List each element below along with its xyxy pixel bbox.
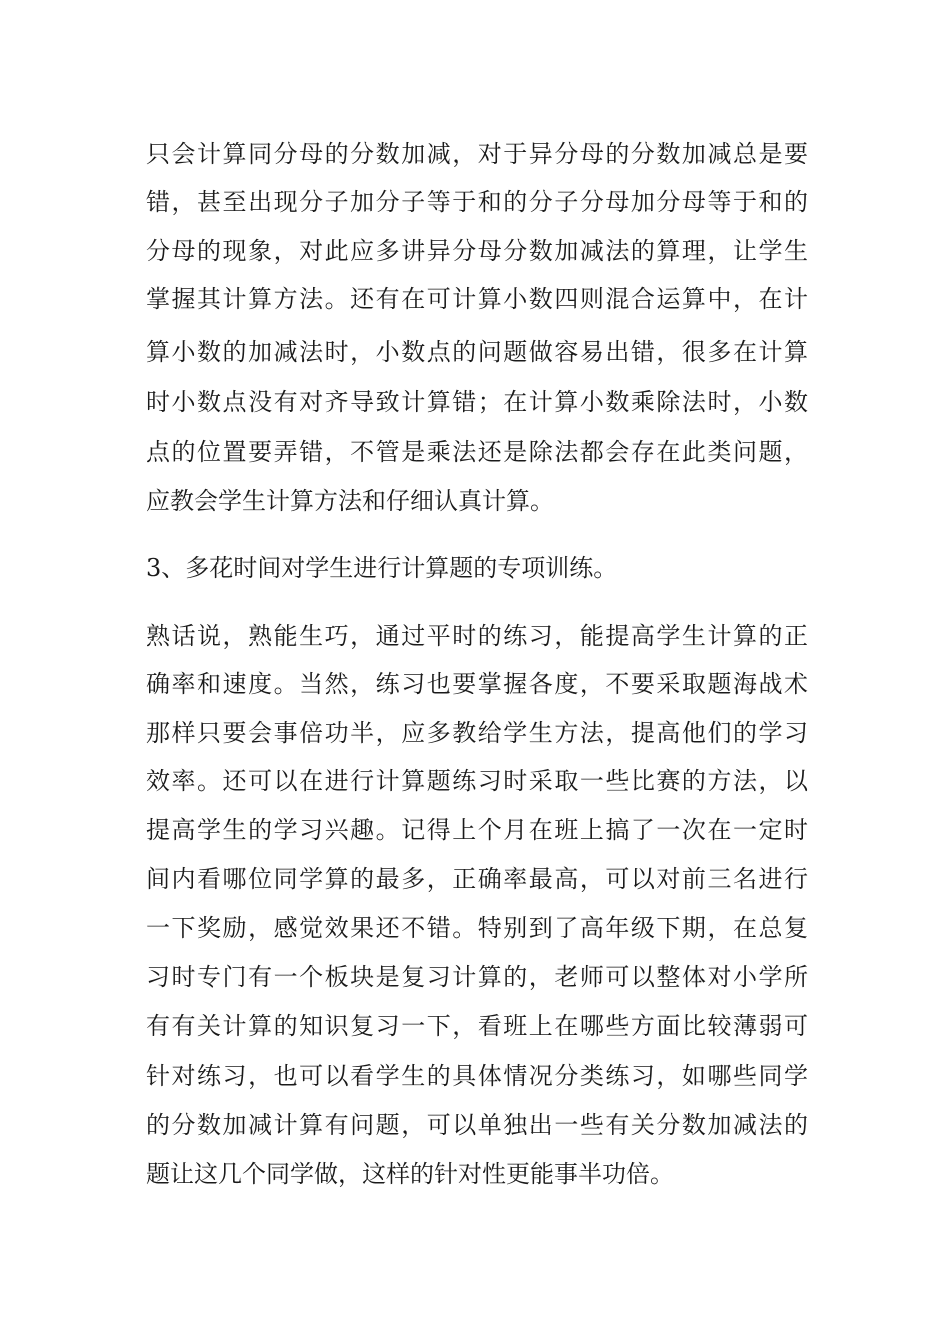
- paragraph-2-line-5: 提高学生的学习兴趣。记得上个月在班上搞了一次在一定时: [146, 816, 808, 844]
- paragraph-2-line-7: 一下奖励，感觉效果还不错。特别到了高年级下期，在总复: [146, 914, 808, 942]
- paragraph-2-line-10: 针对练习，也可以看学生的具体情况分类练习，如哪些同学: [146, 1062, 808, 1090]
- paragraph-1-line-8: 应教会学生计算方法和仔细认真计算。: [146, 487, 554, 515]
- section-heading-3: 3、多花时间对学生进行计算题的专项训练。: [146, 554, 618, 582]
- paragraph-1-line-2: 错，甚至出现分子加分子等于和的分子分母加分母等于和的: [146, 188, 808, 216]
- paragraph-2-line-8: 习时专门有一个板块是复习计算的，老师可以整体对小学所: [146, 963, 808, 991]
- paragraph-1-line-7: 点的位置要弄错，不管是乘法还是除法都会存在此类问题，: [146, 438, 808, 466]
- paragraph-2-line-12: 题让这几个同学做，这样的针对性更能事半功倍。: [146, 1160, 674, 1188]
- paragraph-1-line-6: 时小数点没有对齐导致计算错；在计算小数乘除法时，小数: [146, 388, 808, 416]
- paragraph-2-line-6: 间内看哪位同学算的最多，正确率最高，可以对前三名进行: [146, 865, 808, 893]
- paragraph-1-line-5: 算小数的加减法时，小数点的问题做容易出错，很多在计算: [146, 338, 808, 366]
- paragraph-2-line-1: 熟话说，熟能生巧，通过平时的练习，能提高学生计算的正: [146, 622, 808, 650]
- paragraph-2-line-11: 的分数加减计算有问题，可以单独出一些有关分数加减法的: [146, 1111, 808, 1139]
- paragraph-1-line-4: 掌握其计算方法。还有在可计算小数四则混合运算中，在计: [146, 285, 808, 313]
- paragraph-2-line-9: 有有关计算的知识复习一下，看班上在哪些方面比较薄弱可: [146, 1012, 808, 1040]
- paragraph-1-line-1: 只会计算同分母的分数加减，对于异分母的分数加减总是要: [146, 140, 808, 168]
- paragraph-1-line-3: 分母的现象，对此应多讲异分母分数加减法的算理，让学生: [146, 237, 808, 265]
- paragraph-2-line-3: 那样只要会事倍功半，应多教给学生方法，提高他们的学习: [146, 719, 808, 747]
- paragraph-2-line-2: 确率和速度。当然，练习也要掌握各度，不要采取题海战术: [146, 670, 808, 698]
- paragraph-2-line-4: 效率。还可以在进行计算题练习时采取一些比赛的方法，以: [146, 767, 808, 795]
